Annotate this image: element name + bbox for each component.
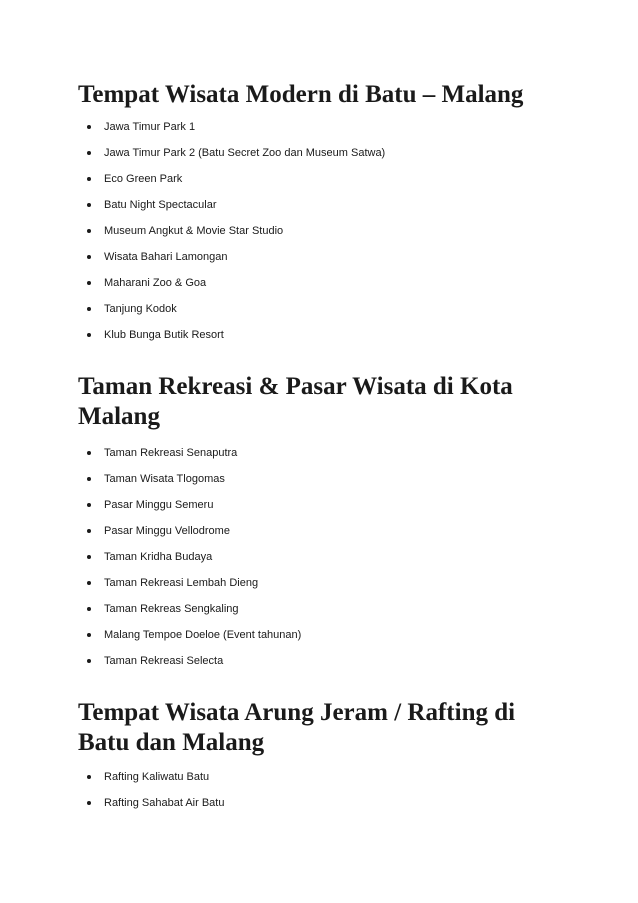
bullet-icon bbox=[87, 307, 91, 311]
list-item bbox=[78, 466, 548, 492]
section-heading-line: Tempat Wisata Arung Jeram / Rafting di bbox=[78, 699, 516, 726]
list-item-text: Tanjung Kodok bbox=[104, 303, 177, 315]
section-rafting bbox=[78, 698, 548, 816]
bullet-icon bbox=[87, 281, 91, 285]
list-item-text: Rafting Kaliwatu Batu bbox=[104, 771, 210, 783]
bullet-icon bbox=[87, 177, 91, 181]
list-item-text: Taman Rekreas Sengkaling bbox=[104, 603, 239, 615]
list-item bbox=[78, 518, 548, 544]
section-heading-line: Malang bbox=[78, 403, 160, 430]
list-item bbox=[78, 596, 548, 622]
bullet-icon bbox=[87, 477, 91, 481]
list-item-text: Jawa Timur Park 1 bbox=[104, 121, 196, 133]
list-item bbox=[78, 322, 548, 348]
list-item bbox=[78, 140, 548, 166]
bullet-icon bbox=[87, 775, 91, 779]
list-item-text: Taman Rekreasi Senaputra bbox=[104, 447, 238, 459]
list-item-text: Taman Rekreasi Lembah Dieng bbox=[104, 577, 259, 589]
section-taman-rekreasi bbox=[78, 372, 548, 674]
list-item-text: Batu Night Spectacular bbox=[104, 199, 217, 211]
list-item-text: Pasar Minggu Semeru bbox=[104, 499, 214, 511]
list-item bbox=[78, 622, 548, 648]
bullet-list bbox=[78, 440, 548, 674]
list-item-text: Museum Angkut & Movie Star Studio bbox=[104, 225, 284, 237]
bullet-icon bbox=[87, 633, 91, 637]
list-item bbox=[78, 244, 548, 270]
bullet-icon bbox=[87, 255, 91, 259]
list-item bbox=[78, 192, 548, 218]
list-item bbox=[78, 218, 548, 244]
list-item-text: Taman Kridha Budaya bbox=[104, 551, 213, 563]
list-item bbox=[78, 166, 548, 192]
bullet-list bbox=[78, 764, 548, 816]
list-item-text: Maharani Zoo & Goa bbox=[104, 277, 207, 289]
bullet-icon bbox=[87, 607, 91, 611]
list-item bbox=[78, 648, 548, 674]
list-item bbox=[78, 544, 548, 570]
section-modern-batu bbox=[78, 80, 548, 348]
list-item-text: Pasar Minggu Vellodrome bbox=[104, 525, 230, 537]
list-item bbox=[78, 790, 548, 816]
list-item bbox=[78, 296, 548, 322]
list-item-text: Taman Rekreasi Selecta bbox=[104, 655, 224, 667]
bullet-list bbox=[78, 114, 548, 348]
list-item-text: Klub Bunga Butik Resort bbox=[104, 329, 224, 341]
list-item-text: Jawa Timur Park 2 (Batu Secret Zoo dan Museum Satwa) bbox=[104, 147, 386, 159]
section-heading: Tempat Wisata Modern di Batu – Malang bbox=[78, 81, 524, 108]
bullet-icon bbox=[87, 801, 91, 805]
bullet-icon bbox=[87, 659, 91, 663]
list-item bbox=[78, 114, 548, 140]
list-item-text: Rafting Sahabat Air Batu bbox=[104, 797, 225, 809]
section-heading-line: Batu dan Malang bbox=[78, 729, 265, 756]
bullet-icon bbox=[87, 529, 91, 533]
section-heading bbox=[78, 372, 548, 432]
bullet-icon bbox=[87, 503, 91, 507]
bullet-icon bbox=[87, 555, 91, 559]
bullet-icon bbox=[87, 151, 91, 155]
bullet-icon bbox=[87, 451, 91, 455]
bullet-icon bbox=[87, 203, 91, 207]
list-item-text: Taman Wisata Tlogomas bbox=[104, 473, 225, 485]
list-item bbox=[78, 440, 548, 466]
section-heading-line: Taman Rekreasi & Pasar Wisata di Kota bbox=[78, 373, 513, 400]
list-item-text: Eco Green Park bbox=[104, 173, 183, 185]
list-item bbox=[78, 270, 548, 296]
bullet-icon bbox=[87, 581, 91, 585]
list-item-text: Malang Tempoe Doeloe (Event tahunan) bbox=[104, 629, 302, 641]
list-item bbox=[78, 492, 548, 518]
bullet-icon bbox=[87, 229, 91, 233]
list-item-text: Wisata Bahari Lamongan bbox=[104, 251, 228, 263]
bullet-icon bbox=[87, 333, 91, 337]
list-item bbox=[78, 570, 548, 596]
section-heading bbox=[78, 698, 548, 758]
list-item bbox=[78, 764, 548, 790]
bullet-icon bbox=[87, 125, 91, 129]
